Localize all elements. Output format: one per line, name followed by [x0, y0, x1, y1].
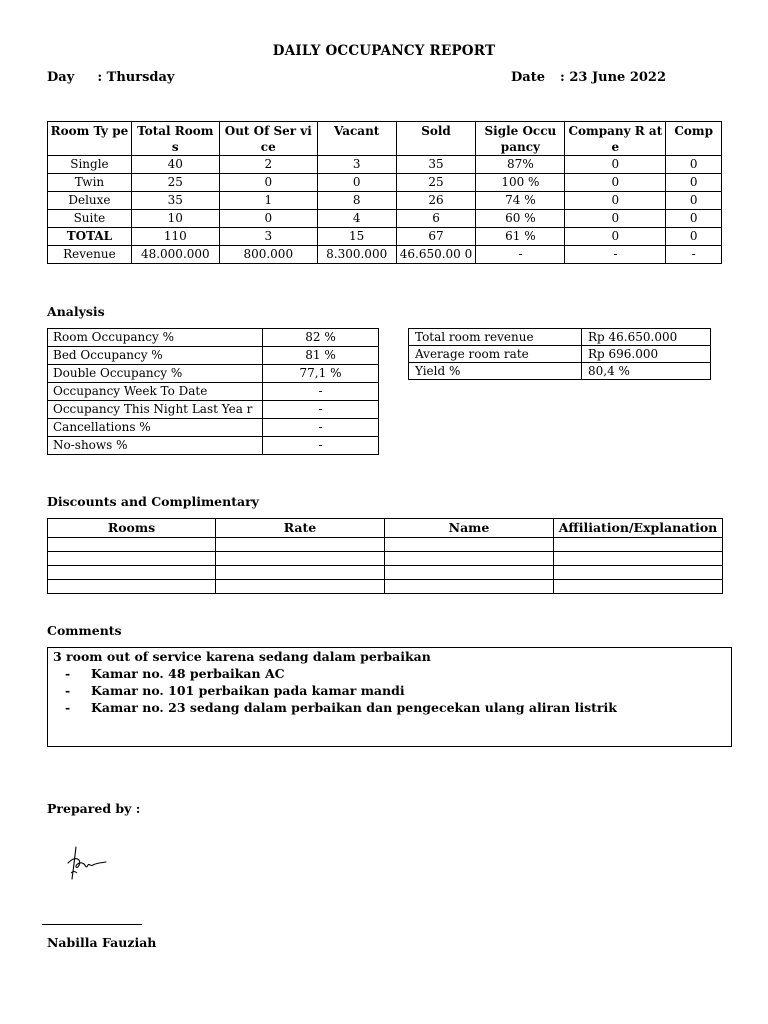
analysis-metric: No-shows % — [48, 437, 263, 455]
analysis-table — [47, 328, 379, 455]
comment-item — [65, 682, 731, 699]
analysis-row — [48, 401, 379, 419]
comments-heading: Comments — [47, 623, 122, 638]
occupancy-row — [48, 210, 722, 228]
occupancy-cell: Twin — [48, 174, 132, 192]
occupancy-cell: Single — [48, 156, 132, 174]
day-value: : Thursday — [97, 70, 175, 85]
occupancy-cell: 10 — [131, 210, 219, 228]
preparer-name: Nabilla Fauziah — [47, 935, 157, 950]
col-header-sold: Sold — [396, 122, 476, 156]
bullet-dash: - — [65, 666, 71, 681]
occupancy-cell: 0 — [666, 228, 722, 246]
analysis-value: - — [263, 401, 379, 419]
occupancy-cell: 2 — [219, 156, 317, 174]
discount-cell — [385, 552, 554, 566]
analysis-row — [48, 329, 379, 347]
analysis-heading: Analysis — [47, 304, 105, 319]
revenue-value: 80,4 % — [582, 363, 711, 380]
comments-list — [53, 665, 731, 716]
occupancy-header-row — [48, 122, 722, 156]
occupancy-cell: 0 — [219, 174, 317, 192]
analysis-metric: Double Occupancy % — [48, 365, 263, 383]
occupancy-cell: 1 — [219, 192, 317, 210]
signature-line — [42, 924, 142, 925]
revenue-row — [409, 346, 711, 363]
prepared-by-label: Prepared by : — [47, 801, 141, 816]
occupancy-cell: Suite — [48, 210, 132, 228]
occupancy-cell: 26 — [396, 192, 476, 210]
occupancy-cell: 46.650.00 0 — [396, 246, 476, 264]
comment-text: Kamar no. 48 perbaikan AC — [91, 666, 285, 681]
col-header-rooms: Rooms — [48, 519, 216, 538]
occupancy-cell: 25 — [131, 174, 219, 192]
discount-cell — [48, 566, 216, 580]
analysis-metric: Bed Occupancy % — [48, 347, 263, 365]
occupancy-cell: Revenue — [48, 246, 132, 264]
comment-text: Kamar no. 23 sedang dalam perbaikan dan pengecekan ulang aliran listrik — [91, 700, 617, 715]
occupancy-table — [47, 121, 722, 264]
discount-cell — [216, 580, 385, 594]
occupancy-row — [48, 174, 722, 192]
discount-cell — [48, 580, 216, 594]
revenue-row — [409, 329, 711, 346]
col-header-company-rate: Company R ate — [565, 122, 666, 156]
occupancy-cell: 0 — [565, 174, 666, 192]
discount-cell — [554, 580, 723, 594]
occupancy-cell: TOTAL — [48, 228, 132, 246]
discount-row — [48, 538, 723, 552]
occupancy-row — [48, 228, 722, 246]
discount-row — [48, 552, 723, 566]
discount-cell — [554, 566, 723, 580]
col-header-total-rooms: Total Room s — [131, 122, 219, 156]
occupancy-cell: 3 — [317, 156, 396, 174]
analysis-row — [48, 365, 379, 383]
discount-cell — [48, 552, 216, 566]
discount-cell — [385, 538, 554, 552]
discount-cell — [554, 552, 723, 566]
discounts-heading: Discounts and Complimentary — [47, 494, 259, 509]
col-header-out-of-service: Out Of Ser vice — [219, 122, 317, 156]
date-field — [511, 70, 666, 85]
signature-image — [62, 843, 110, 883]
bullet-dash: - — [65, 683, 71, 698]
occupancy-cell: 100 % — [476, 174, 565, 192]
occupancy-cell: 25 — [396, 174, 476, 192]
revenue-row — [409, 363, 711, 380]
occupancy-cell: 8.300.000 — [317, 246, 396, 264]
occupancy-cell: 40 — [131, 156, 219, 174]
occupancy-cell: 61 % — [476, 228, 565, 246]
discount-cell — [385, 566, 554, 580]
report-title: DAILY OCCUPANCY REPORT — [272, 43, 496, 59]
date-label: Date — [511, 70, 545, 85]
col-header-name: Name — [385, 519, 554, 538]
occupancy-cell: 0 — [666, 192, 722, 210]
col-header-affiliation: Affiliation/Explanation — [554, 519, 723, 538]
occupancy-cell: 0 — [565, 210, 666, 228]
occupancy-cell: 60 % — [476, 210, 565, 228]
discounts-table — [47, 518, 723, 594]
occupancy-cell: 8 — [317, 192, 396, 210]
occupancy-cell: 48.000.000 — [131, 246, 219, 264]
comment-text: Kamar no. 101 perbaikan pada kamar mandi — [91, 683, 405, 698]
discount-row — [48, 566, 723, 580]
comments-box — [47, 647, 732, 747]
occupancy-cell: 15 — [317, 228, 396, 246]
occupancy-row — [48, 192, 722, 210]
comment-item — [65, 665, 731, 682]
occupancy-cell: 0 — [565, 228, 666, 246]
revenue-summary-table — [408, 328, 711, 380]
revenue-metric: Yield % — [409, 363, 582, 380]
occupancy-cell: 0 — [666, 210, 722, 228]
bullet-dash: - — [65, 700, 71, 715]
occupancy-cell: 800.000 — [219, 246, 317, 264]
occupancy-cell: Deluxe — [48, 192, 132, 210]
occupancy-cell: 3 — [219, 228, 317, 246]
discount-row — [48, 580, 723, 594]
analysis-value: 77,1 % — [263, 365, 379, 383]
date-value: : 23 June 2022 — [560, 70, 667, 85]
analysis-row — [48, 347, 379, 365]
discount-cell — [216, 566, 385, 580]
analysis-row — [48, 437, 379, 455]
analysis-row — [48, 383, 379, 401]
occupancy-cell: 0 — [219, 210, 317, 228]
col-header-single-occupancy: Sigle Occu pancy — [476, 122, 565, 156]
occupancy-row — [48, 156, 722, 174]
revenue-value: Rp 696.000 — [582, 346, 711, 363]
col-header-vacant: Vacant — [317, 122, 396, 156]
occupancy-row — [48, 246, 722, 264]
analysis-metric: Occupancy Week To Date — [48, 383, 263, 401]
occupancy-cell: 0 — [317, 174, 396, 192]
analysis-value: - — [263, 437, 379, 455]
col-header-room-type: Room Ty pe — [48, 122, 132, 156]
analysis-value: - — [263, 383, 379, 401]
occupancy-cell: 6 — [396, 210, 476, 228]
analysis-value: 81 % — [263, 347, 379, 365]
comment-item — [65, 699, 731, 716]
occupancy-cell: - — [565, 246, 666, 264]
occupancy-cell: 35 — [131, 192, 219, 210]
revenue-metric: Average room rate — [409, 346, 582, 363]
analysis-row — [48, 419, 379, 437]
discount-cell — [48, 538, 216, 552]
analysis-metric: Occupancy This Night Last Yea r — [48, 401, 263, 419]
discount-cell — [216, 538, 385, 552]
occupancy-cell: 67 — [396, 228, 476, 246]
day-field — [47, 70, 174, 85]
discount-cell — [216, 552, 385, 566]
occupancy-cell: - — [476, 246, 565, 264]
discount-cell — [554, 538, 723, 552]
revenue-value: Rp 46.650.000 — [582, 329, 711, 346]
occupancy-cell: 87% — [476, 156, 565, 174]
col-header-rate: Rate — [216, 519, 385, 538]
occupancy-cell: 110 — [131, 228, 219, 246]
occupancy-cell: 74 % — [476, 192, 565, 210]
occupancy-cell: - — [666, 246, 722, 264]
analysis-metric: Room Occupancy % — [48, 329, 263, 347]
discounts-header-row — [48, 519, 723, 538]
analysis-metric: Cancellations % — [48, 419, 263, 437]
occupancy-cell: 35 — [396, 156, 476, 174]
occupancy-cell: 0 — [666, 174, 722, 192]
occupancy-cell: 0 — [565, 156, 666, 174]
occupancy-cell: 4 — [317, 210, 396, 228]
revenue-metric: Total room revenue — [409, 329, 582, 346]
comments-intro: 3 room out of service karena sedang dalam perbaikan — [53, 649, 431, 664]
col-header-comp: Comp — [666, 122, 722, 156]
analysis-value: 82 % — [263, 329, 379, 347]
occupancy-cell: 0 — [666, 156, 722, 174]
day-label: Day — [47, 70, 75, 85]
occupancy-cell: 0 — [565, 192, 666, 210]
analysis-value: - — [263, 419, 379, 437]
discount-cell — [385, 580, 554, 594]
